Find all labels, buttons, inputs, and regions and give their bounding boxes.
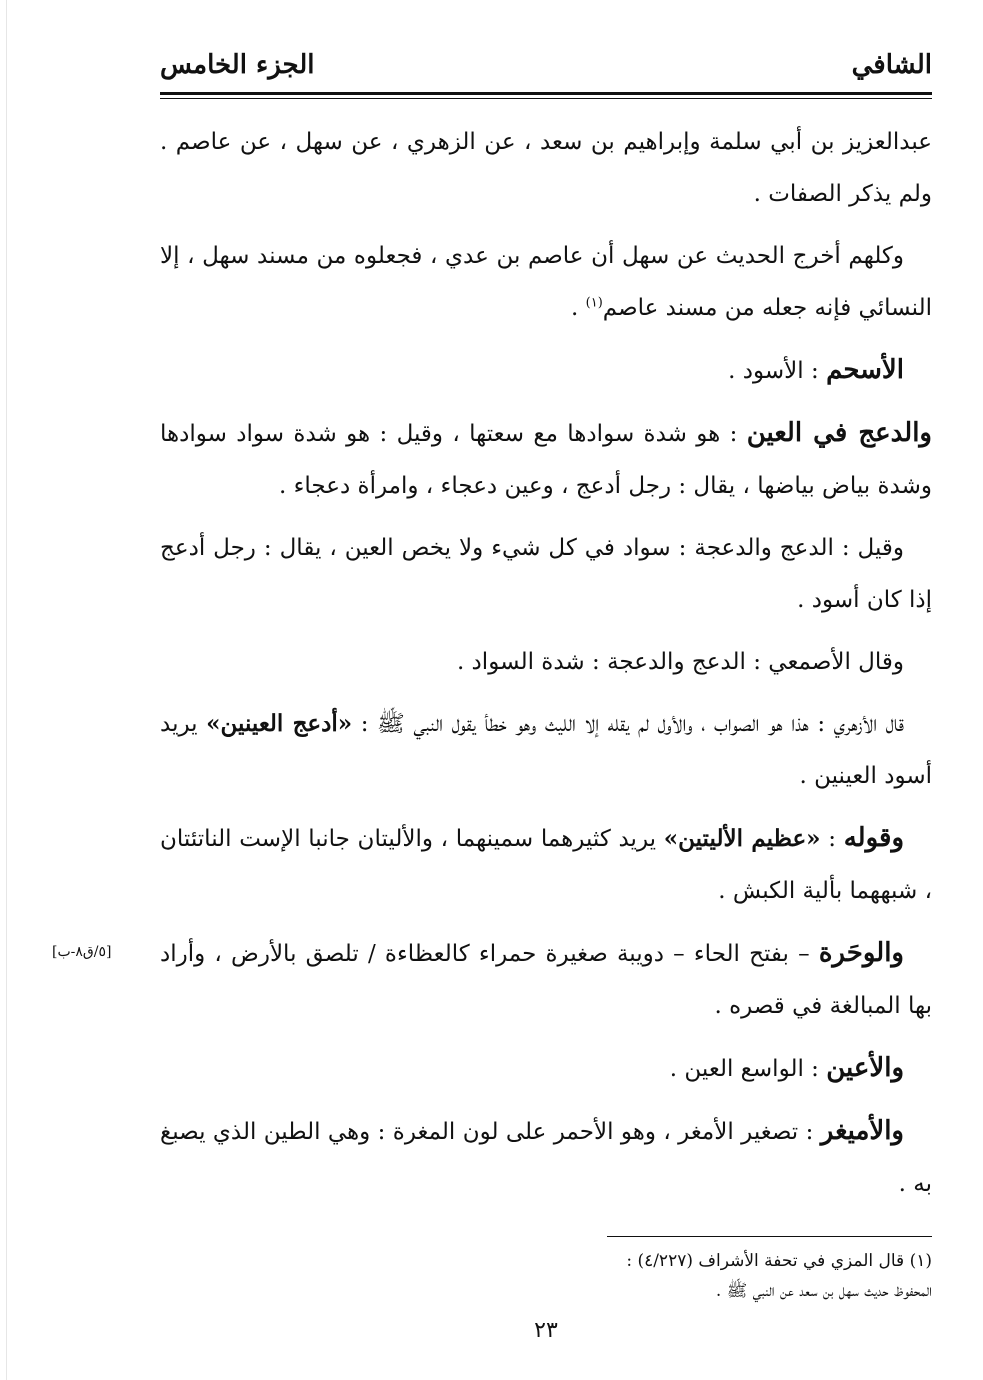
paragraph-5: وقيل : الدعج والدعجة : سواد في كل شيء ولا يخص العين ، يقال : رجل أدعج إذا كان أسود . <box>160 535 932 613</box>
hadith-quote-aliyatayn: «عظيم الأليتين» <box>663 825 821 852</box>
paragraph-10 <box>160 1042 932 1095</box>
term-qawluhu: وقوله <box>843 823 904 853</box>
manuscript-margin-note: [٥/ق٨-ب] <box>52 944 112 960</box>
paragraph-9-text: – بفتح الحاء – دويبة صغيرة حمراء كالعظاءة / تلصق بالأرض ، وأراد بها المبالغة في قصره . <box>160 941 932 1019</box>
footnote-ref-1[interactable]: (١) <box>585 295 603 311</box>
paragraph-4 <box>160 407 932 512</box>
term-ashamm: الأسحم <box>826 355 904 385</box>
book-page <box>160 40 932 1360</box>
footnotes <box>160 1246 932 1306</box>
scan-edge <box>6 0 7 1380</box>
hadith-quote-adaj: «أدعج العينين» <box>206 710 353 737</box>
main-text <box>160 116 932 1220</box>
paragraph-3-text: : الأسود . <box>728 358 827 384</box>
paragraph-7 <box>160 698 932 802</box>
paragraph-2-end: . <box>571 295 586 321</box>
page-number: ٢٣ <box>534 1318 558 1343</box>
term-umaygher: والأميغر <box>820 1116 904 1146</box>
paragraph-8-colon: : <box>820 826 844 852</box>
paragraph-11 <box>160 1105 932 1210</box>
term-daaj: والدعج في العين <box>746 418 932 448</box>
paragraph-2-text: وكلهم أخرج الحديث عن سهل أن عاصم بن عدي ، فجعلوه من مسند سهل ، إلا النسائي فإنه جعله من مسند عاصم <box>160 243 932 321</box>
footnote-separator <box>607 1236 932 1237</box>
page-header <box>160 46 932 90</box>
footnote-1-line-1: (١) قال المزي في تحفة الأشراف (٤/٢٢٧) : <box>626 1251 932 1271</box>
paragraph-7-text-b: يريد أسود العينين . <box>160 711 932 789</box>
paragraph-2 <box>160 230 932 334</box>
part-title: الجزء الخامس <box>160 50 315 80</box>
paragraph-8-text: يريد كثيرهما سمينهما ، والأليتان جانبا الإست الناتئتان ، شبههما بألية الكبش . <box>160 826 932 904</box>
paragraph-11-text: : تصغير الأمغر ، وهو الأحمر على لون المغرة : وهي الطين الذي يصبغ به . <box>160 1119 932 1197</box>
paragraph-3 <box>160 344 932 397</box>
paragraph-10-text: : الواسع العين . <box>669 1056 827 1082</box>
term-aayan: والأعين <box>826 1053 904 1083</box>
paragraph-1: عبدالعزيز بن أبي سلمة وإبراهيم بن سعد ، عن الزهري ، عن سهل ، عن عاصم . ولم يذكر الصفات . <box>160 129 932 207</box>
paragraph-8 <box>160 812 932 917</box>
paragraph-7-text-a: قال الأزهري : هذا هو الصواب ، والأول لم يقله إلا الليث وهو خطأ يقول النبي ﷺ : <box>352 711 904 737</box>
footnote-1-line-2: المحفوظ حديث سهل بن سعد عن النبي ﷺ . <box>715 1281 932 1301</box>
header-rule-thin <box>160 98 932 99</box>
paragraph-4-text: : هو شدة سوادها مع سعتها ، وقيل : هو شدة سواد سوادها وشدة بياض بياضها ، يقال : رجل أدعج ، وعين دعجاء ، وامرأة دعجاء . <box>160 421 932 499</box>
paragraph-6: وقال الأصمعي : الدعج والدعجة : شدة السواد . <box>456 649 904 675</box>
header-rule-thick <box>160 92 932 95</box>
paragraph-9 <box>160 927 932 1032</box>
book-title: الشافي <box>851 50 932 80</box>
term-wahara: والوحَرة <box>818 938 904 968</box>
